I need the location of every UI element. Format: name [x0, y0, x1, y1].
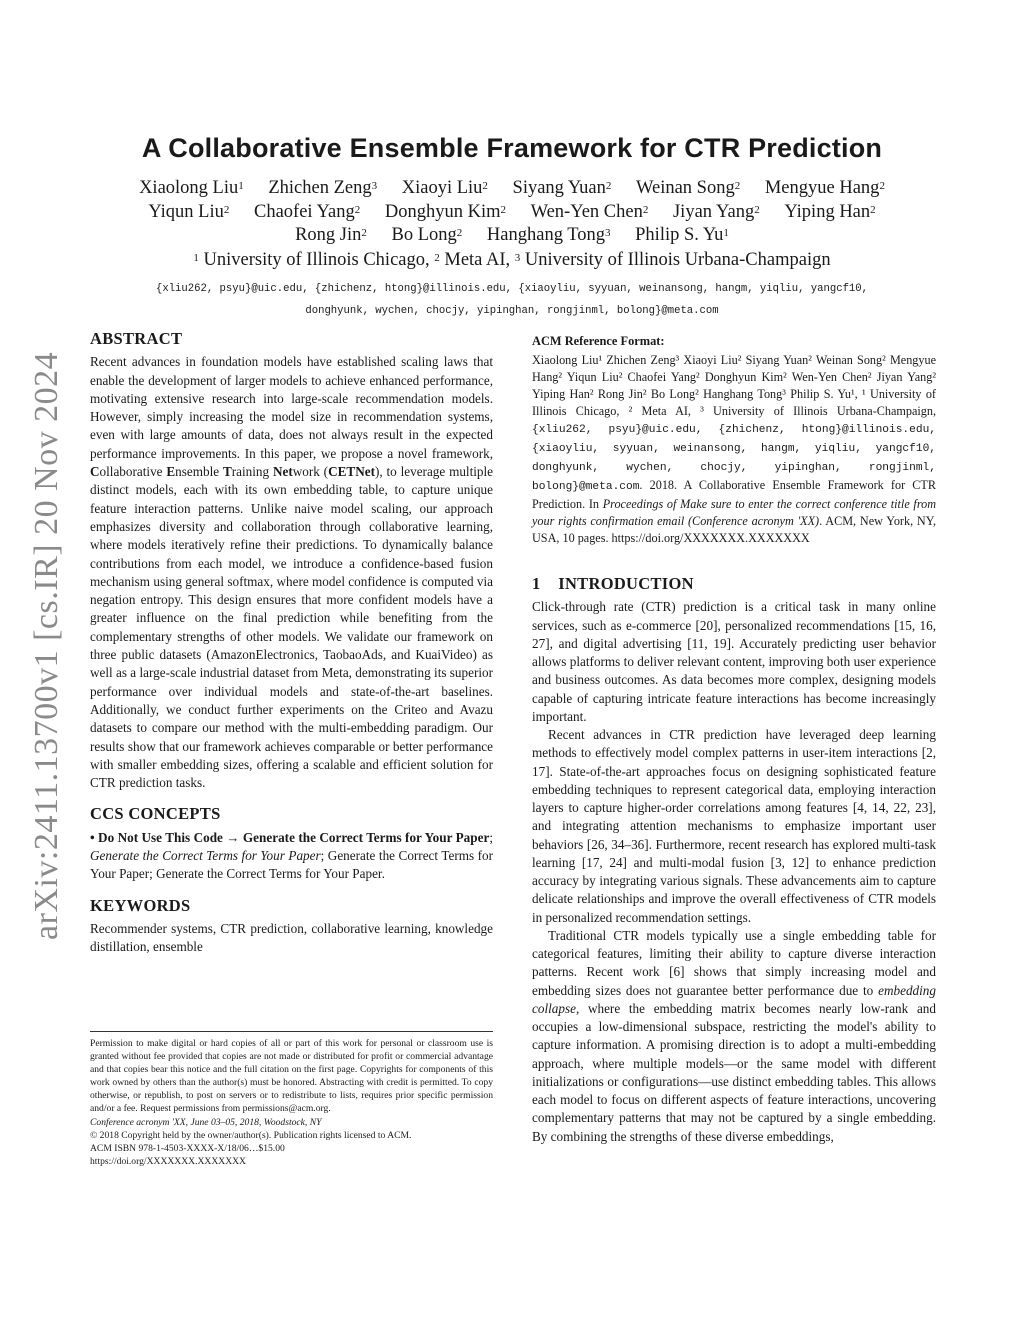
author: Donghyun Kim$^2$ [384, 201, 506, 222]
intro-paragraph: Click-through rate (CTR) prediction is a critical task in many online services, such as e-commerce [20], personalized recommendations [15, 16, 27], and digital advertising [11, 19]. Accurately predicting user behavior allows platforms to deliver relevant content, improving both user experience and business outcomes. As data becomes more complex, designing models capable of capturing intricate feature interactions has become increasingly important. [532, 599, 936, 724]
abstract-heading: ABSTRACT [90, 329, 183, 348]
email-line: {xliu262, psyu}@uic.edu, {zhichenz, htong}@illinois.edu, {xiaoyliu, syyuan, weinansong, hangm, yiqliu, yangcf10, [155, 283, 869, 295]
author: Wen-Yen Chen$^2$ [530, 201, 649, 222]
paper-title: A Collaborative Ensemble Framework for CTR Prediction [141, 133, 883, 163]
author: Rong Jin$^2$ [295, 225, 367, 245]
author-emails [80, 278, 944, 322]
author-line-3 [80, 224, 944, 248]
acm-reference-tail: . ACM, New York, NY, USA, 10 pages. https://doi.org/XXXXXXX.XXXXXXX [532, 514, 936, 545]
isbn-line: ACM ISBN 978-1-4503-XXXX-X/18/06…$15.00 [90, 1142, 285, 1154]
acm-reference-venue: Proceedings of Make sure to enter the correct conference title from your rights confirmation email (Conference acronym 'XX) [532, 497, 937, 528]
ccs-heading: CCS CONCEPTS [90, 804, 221, 824]
acm-reference-label: ACM Reference Format: [532, 334, 665, 348]
acm-reference-emails: {xliu262, psyu}@uic.edu, {zhichenz, htong}@illinois.edu, {xiaoyliu, syyuan, weinansong, hangm, yiqliu, yangcf10, donghyunk, wychen, chocjy, yipinghan, rongjinml, bolong}@meta.com [532, 424, 936, 493]
permission-notice [90, 1031, 493, 1168]
ccs-text: • Do Not Use This Code → Generate the Correct Terms for Your Paper; Generate the Correct Terms for Your Paper; Generate the Correct Terms for Your Paper; Generate the Correct Terms for Your Paper. [90, 829, 493, 882]
acm-reference-text: . 2018. A Collaborative Ensemble Framework for CTR Prediction. In [532, 478, 936, 511]
copyright-line: © 2018 Copyright held by the owner/author(s). Publication rights licensed to ACM. [90, 1129, 412, 1141]
author: Yiqun Liu$^2$ [148, 201, 230, 222]
abstract-text: Recent advances in foundation models have established scaling laws that enable the development of larger models to achieve enhanced performance, motivating extensive research into large-scale recommendation models. However, simply increasing the model size in recommendation systems, even with large amounts of data, does not always result in the expected performance improvements. In this paper, we propose a novel framework, Collaborative Ensemble Training Network (CETNet), to leverage multiple distinct models, each with its own embedding table, to capture unique feature interaction patterns. Unlike naive model scaling, our approach emphasizes diversity and collaboration through collaborative learning, where models iteratively refine their predictions. To dynamically balance contributions from each model, we introduce a confidence-based fusion mechanism using general softmax, where model confidence is computed via negation entropy. This design ensures that more confident models have a greater influence on the final prediction while benefiting from the complementary strengths of other models. We validate our framework on three public datasets (AmazonElectronics, TaobaoAds, and KuaiVideo) as well as a large-scale industrial dataset from Meta, demonstrating its superior performance over individual models and state-of-the-art baselines. Additionally, we conduct further experiments on the Criteo and Avazu datasets to compare our method with the multi-embedding paradigm. Our results show that our framework achieves comparable or better performance with smaller embedding sizes, offering a scalable and efficient solution for CTR prediction tasks. [90, 354, 494, 791]
intro-paragraph: Recent advances in CTR prediction have leveraged deep learning methods to effectively model complex patterns in user-item interactions [2, 17]. State-of-the-art approaches focus on designing sophisticated feature embedding techniques to represent categorical data, employing interaction layers to capture higher-order correlations among features [4, 14, 22, 23], and integrating attention mechanisms to emphasize important user behaviors [26, 34–36]. Furthermore, recent research has explored multi-task learning [17, 24] and multi-modal fusion [3, 12] to enhance prediction accuracy by integrating various signals. These advancements aim to capture delicate relationships and improve the overall effectiveness of CTR models in personalized recommendation settings. [532, 727, 936, 925]
abstract-section [90, 330, 493, 792]
introduction-heading: 1 INTRODUCTION [532, 574, 694, 593]
author: Jiyan Yang$^2$ [672, 201, 760, 222]
author: Philip S. Yu$^1$ [635, 225, 729, 245]
left-column [90, 330, 493, 957]
doi-line: https://doi.org/XXXXXXX.XXXXXXX [90, 1155, 246, 1167]
keywords-heading: KEYWORDS [90, 895, 191, 915]
intro-paragraph: Traditional CTR models typically use a single embedding table for categorical features, limiting their ability to capture diverse interaction patterns. Recent work [6] shows that simply increasing model and embedding sizes does not guarantee better performance due to embedding collapse, where the embedding matrix becomes nearly low-rank and occupies a low-dimensional subspace, restricting the model's ability to capture information. A promising direction is to adopt a multi-embedding approach, where multiple models—or the same model with different initializations or configurations—use distinct embedding tables. This allows each model to focus on different aspects of feature interactions, uncovering complementary patterns that may not be captured by a single embedding. By combining the strengths of these diverse embeddings, [532, 927, 936, 1144]
author-line-2 [80, 201, 944, 225]
ccs-section [90, 805, 493, 883]
author: Chaofei Yang$^2$ [254, 201, 361, 222]
acm-reference-format [532, 333, 936, 547]
email-line: donghyunk, wychen, chocjy, yipinghan, rongjinml, bolong}@meta.com [305, 305, 719, 317]
acm-reference-authors: Xiaolong Liu¹ Zhichen Zeng³ Xiaoyi Liu² Siyang Yuan² Weinan Song² Mengyue Hang² Yiqun Liu² Chaofei Yang² Donghyun Kim² Wen-Yen Chen² Jiyan Yang² Yiping Han² Rong Jin² Bo Long² Hanghang Tong³ Philip S. Yu¹, ¹ University of Illinois Chicago, ² Meta AI, ³ University of Illinois Urbana-Champaign, [532, 353, 936, 418]
author: Hanghang Tong$^3$ [486, 225, 611, 245]
author: Xiaoyi Liu$^2$ [401, 178, 488, 198]
conference-line: Conference acronym 'XX, June 03–05, 2018, Woodstock, NY [90, 1116, 322, 1128]
introduction-section [532, 575, 936, 1146]
author: Weinan Song$^2$ [636, 178, 741, 198]
author-line-1 [80, 177, 944, 201]
author: Yiping Han$^2$ [784, 201, 876, 222]
author: Bo Long$^2$ [391, 225, 463, 245]
keywords-text: Recommender systems, CTR prediction, collaborative learning, knowledge distillation, ensemble [90, 920, 493, 955]
keywords-section [90, 897, 493, 957]
author: Zhichen Zeng$^3$ [268, 178, 378, 198]
author-block [80, 177, 944, 272]
author: Siyang Yuan$^2$ [512, 178, 612, 198]
arxiv-identifier: arXiv:2411.13700v1 [cs.IR] 20 Nov 2024 [28, 351, 65, 940]
permission-text: Permission to make digital or hard copies of all or part of this work for personal or classroom use is granted without fee provided that copies are not made or distributed for profit or commercial advantage and that copies bear this notice and the full citation on the first page. Copyrights for components of this work owned by others than the author(s) must be honored. Abstracting with credit is permitted. To copy otherwise, or republish, to post on servers or to redistribute to lists, requires prior specific permission and/or a fee. Request permissions from permissions@acm.org. [90, 1038, 493, 1115]
affiliations: $^1$ University of Illinois Chicago, $^2$ Meta AI, $^3$ University of Illinois Urbana-Champaign [193, 249, 831, 270]
author: Mengyue Hang$^2$ [764, 178, 885, 198]
author: Xiaolong Liu$^1$ [139, 178, 244, 198]
